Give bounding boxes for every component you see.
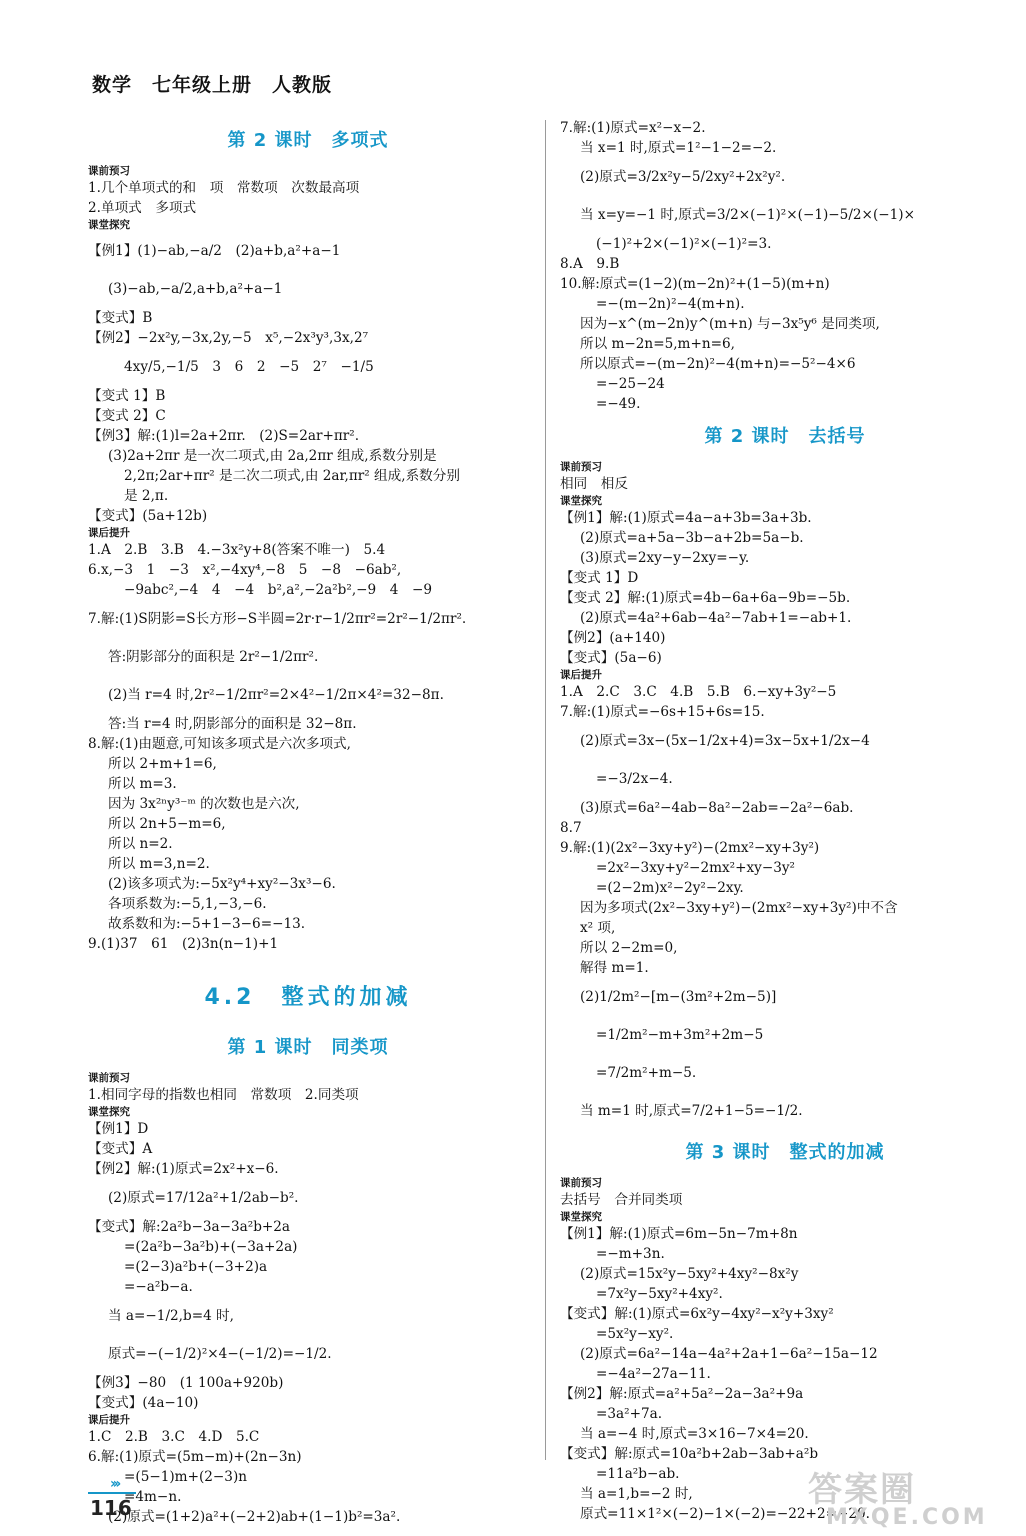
- subsection-label: 课后提升: [88, 1414, 130, 1426]
- subsection-label: 课堂探究: [560, 1211, 602, 1223]
- answer-line: 答:当 r=4 时,阴影部分的面积是 32−8π.: [108, 716, 357, 732]
- left-column: [88, 118, 528, 1527]
- answer-line: 6.解:(1)原式=(5m−m)+(2n−3n): [88, 1449, 302, 1465]
- answer-line: 所以 2n+5−m=6,: [108, 816, 226, 832]
- answer-line: 当 a=1,b=−2 时,: [580, 1486, 693, 1502]
- answer-line: (3)−ab,−a/2,a+b,a²+a−1: [108, 281, 283, 297]
- answer-line: (2)原式=4a²+6ab−4a²−7ab+1=−ab+1.: [580, 610, 852, 626]
- answer-line: 各项系数为:−5,1,−3,−6.: [108, 896, 267, 912]
- watermark: [808, 1462, 1018, 1528]
- answer-line: =3a²+7a.: [596, 1406, 663, 1422]
- answer-line: =(2−2m)x²−2y²−2xy.: [596, 880, 744, 896]
- answer-line: 【变式】解:原式=10a²b+2ab−3ab+a²b: [560, 1446, 819, 1462]
- answer-line: 原式=11×1²×(−2)−1×(−2)=−22+2=−20.: [580, 1506, 870, 1522]
- answer-line: 因为多项式(2x²−3xy+y²)−(2mx²−xy+3y²)中不含: [580, 900, 898, 916]
- answer-line: (3)原式=2xy−y−2xy=−y.: [580, 550, 750, 566]
- subsection-label: 课堂探究: [88, 1106, 130, 1118]
- answer-line: 原式=−(−1/2)²×4−(−1/2)=−1/2.: [108, 1346, 332, 1362]
- answer-line: 所以原式=−(m−2n)²−4(m+n)=−5²−4×6: [580, 356, 856, 372]
- answer-line: (2)原式=6a²−14a−4a²+2a+1−6a²−15a−12: [580, 1346, 878, 1362]
- answer-line: 9.(1)37 61 (2)3n(n−1)+1: [88, 936, 279, 952]
- answer-line: 【变式】解:(1)原式=6x²y−4xy²−x²y+3xy²: [560, 1306, 834, 1322]
- chapter-heading: 4.2 整式的加减: [204, 985, 412, 1010]
- answer-line: 解得 m=1.: [580, 960, 649, 976]
- watermark-logo-text: 答案圈: [808, 1470, 916, 1510]
- answer-line: 所以 m−2n=5,m+n=6,: [580, 336, 735, 352]
- column-divider: [545, 120, 546, 1460]
- answer-line: =−49.: [596, 396, 641, 412]
- answer-line: =−(m−2n)²−4(m+n).: [596, 296, 745, 312]
- answer-line: 【例1】解:(1)原式=4a−a+3b=3a+3b.: [560, 510, 812, 526]
- answer-line: =−a²b−a.: [124, 1279, 193, 1295]
- answer-line: 4xy/5,−1/5 3 6 2 −5 2⁷ −1/5: [124, 359, 374, 375]
- answer-line: 2,2π;2ar+πr² 是二次二项式,由 2ar,πr² 组成,系数分别: [124, 468, 460, 484]
- answer-line: 1.C 2.B 3.C 4.D 5.C: [88, 1429, 260, 1445]
- subsection-label: 课堂探究: [560, 495, 602, 507]
- answer-line: 当 a=−4 时,原式=3×16−7×4=20.: [580, 1426, 809, 1442]
- answer-line: 8.A 9.B: [560, 256, 620, 272]
- answer-line: 【变式】(4a−10): [88, 1395, 199, 1411]
- answer-line: 【例2】解:原式=a²+5a²−2a−3a²+9a: [560, 1386, 804, 1402]
- answer-line: 8.7: [560, 820, 582, 836]
- answer-line: 1.相同字母的指数也相同 常数项 2.同类项: [88, 1087, 359, 1103]
- answer-line: 【变式】A: [88, 1141, 153, 1157]
- page-header: 数学 七年级上册 人教版: [92, 74, 333, 96]
- subsection-label: 课后提升: [88, 527, 130, 539]
- answer-line: x² 项,: [580, 920, 616, 936]
- answer-line: (2)原式=15x²y−5xy²+4xy²−8x²y: [580, 1266, 799, 1282]
- answer-line: =−4a²−27a−11.: [596, 1366, 711, 1382]
- answer-line: =(2−3)a²b+(−3+2)a: [124, 1259, 268, 1275]
- answer-line: 所以 2−2m=0,: [580, 940, 678, 956]
- answer-line: 【变式】(5a−6): [560, 650, 662, 666]
- answer-line: (2)原式=a+5a−3b−a+2b=5a−b.: [580, 530, 804, 546]
- answer-line: 【变式】解:2a²b−3a−3a²b+2a: [88, 1219, 291, 1235]
- section-heading: 第 1 课时 同类项: [227, 1037, 389, 1058]
- answer-line: 所以 2+m+1=6,: [108, 756, 217, 772]
- answer-line: (2)原式=3/2x²y−5/2xy²+2x²y².: [580, 169, 786, 185]
- answer-line: −9abc²,−4 4 −4 b²,a²,−2a²b²,−9 4 −9: [124, 582, 433, 598]
- answer-line: =4m−n.: [124, 1489, 182, 1505]
- watermark-url: MXQE.COM: [826, 1505, 988, 1530]
- answer-line: 【变式 1】D: [560, 570, 639, 586]
- answer-line: 9.解:(1)(2x²−3xy+y²)−(2mx²−xy+3y²): [560, 840, 820, 856]
- answer-line: 因为 3x²ⁿy³⁻ᵐ 的次数也是六次,: [108, 796, 300, 812]
- answer-line: =−25−24: [596, 376, 665, 392]
- answer-line: 【变式】(5a+12b): [88, 508, 208, 524]
- answer-line: =7/2m²+m−5.: [596, 1065, 697, 1081]
- answer-line: 【例3】−80 (1 100a+920b): [88, 1375, 284, 1391]
- right-column: [560, 118, 1010, 1524]
- answer-line: =11a²b−ab.: [596, 1466, 680, 1482]
- answer-line: (3)2a+2πr 是一次二项式,由 2a,2πr 组成,系数分别是: [108, 448, 437, 464]
- answer-line: =(5−1)m+(2−3)n: [124, 1469, 248, 1485]
- answer-line: 【例2】解:(1)原式=2x²+x−6.: [88, 1161, 279, 1177]
- answer-line: 7.解:(1)原式=−6s+15+6s=15.: [560, 704, 765, 720]
- answer-line: 【例1】解:(1)原式=6m−5n−7m+8n: [560, 1226, 798, 1242]
- answer-line: 去括号 合并同类项: [560, 1192, 683, 1208]
- answer-line: 所以 n=2.: [108, 836, 173, 852]
- subsection-label: 课前预习: [560, 1177, 602, 1189]
- answer-line: 2.单项式 多项式: [88, 200, 197, 216]
- subsection-label: 课后提升: [560, 669, 602, 681]
- answer-line: 【例2】(a+140): [560, 630, 666, 646]
- answer-line: 当 x=1 时,原式=1²−1−2=−2.: [580, 140, 777, 156]
- answer-line: 所以 m=3.: [108, 776, 177, 792]
- answer-line: (3)原式=6a²−4ab−8a²−2ab=−2a²−6ab.: [580, 800, 854, 816]
- answer-line: 10.解:原式=(1−2)(m−2n)²+(1−5)(m+n): [560, 276, 830, 292]
- answer-line: 【变式 1】B: [88, 388, 166, 404]
- answer-line: =(2a²b−3a²b)+(−3a+2a): [124, 1239, 298, 1255]
- answer-line: 【变式 2】C: [88, 408, 166, 424]
- answer-line: (−1)²+2×(−1)²×(−1)²=3.: [596, 236, 772, 252]
- section-heading: 第 3 课时 整式的加减: [685, 1142, 885, 1163]
- answer-line: 1.A 2.C 3.C 4.B 5.B 6.−xy+3y²−5: [560, 684, 837, 700]
- page-number-arrows-icon: ›››: [110, 1476, 119, 1492]
- answer-line: (2)原式=3x−(5x−1/2x+4)=3x−5x+1/2x−4: [580, 733, 870, 749]
- answer-line: (2)该多项式为:−5x²y⁴+xy²−3x³−6.: [108, 876, 336, 892]
- subsection-label: 课前预习: [88, 1072, 130, 1084]
- answer-line: 当 a=−1/2,b=4 时,: [108, 1308, 234, 1324]
- answer-line: 所以 m=3,n=2.: [108, 856, 210, 872]
- answer-line: =7x²y−5xy²+4xy².: [596, 1286, 723, 1302]
- answer-line: (2)当 r=4 时,2r²−1/2πr²=2×4²−1/2π×4²=32−8π.: [108, 687, 444, 703]
- answer-line: =−3/2x−4.: [596, 771, 673, 787]
- answer-line: =2x²−3xy+y²−2mx²+xy−3y²: [596, 860, 796, 876]
- answer-line: 【变式】B: [88, 310, 153, 326]
- answer-line: 当 x=y=−1 时,原式=3/2×(−1)²×(−1)−5/2×(−1)×: [580, 207, 915, 223]
- section-heading: 第 2 课时 去括号: [704, 426, 866, 447]
- answer-line: (2)原式=(1+2)a²+(−2+2)ab+(1−1)b²=3a².: [108, 1509, 401, 1525]
- answer-line: 【例1】(1)−ab,−a/2 (2)a+b,a²+a−1: [88, 243, 341, 259]
- answer-line: 1.几个单项式的和 项 常数项 次数最高项: [88, 180, 360, 196]
- answer-line: (2)原式=17/12a²+1/2ab−b².: [108, 1190, 299, 1206]
- answer-line: (2)1/2m²−[m−(3m²+2m−5)]: [580, 989, 777, 1005]
- answer-line: =−m+3n.: [596, 1246, 665, 1262]
- answer-line: =1/2m²−m+3m²+2m−5: [596, 1027, 764, 1043]
- answer-line: 【例1】D: [88, 1121, 149, 1137]
- page-number: 116: [88, 1492, 136, 1520]
- answer-line: 答:阴影部分的面积是 2r²−1/2πr².: [108, 649, 319, 665]
- answer-line: 相同 相反: [560, 476, 628, 492]
- answer-line: 7.解:(1)S阴影=S长方形−S半圆=2r·r−1/2πr²=2r²−1/2πr².: [88, 611, 467, 627]
- answer-line: 是 2,π.: [124, 488, 169, 504]
- answer-line: 【变式 2】解:(1)原式=4b−6a+6a−9b=−5b.: [560, 590, 851, 606]
- answer-line: =5x²y−xy².: [596, 1326, 674, 1342]
- answer-line: 6.x,−3 1 −3 x²,−4xy⁴,−8 5 −8 −6ab²,: [88, 562, 402, 578]
- answer-line: 故系数和为:−5+1−3−6=−13.: [108, 916, 306, 932]
- subsection-label: 课前预习: [88, 165, 130, 177]
- subsection-label: 课前预习: [560, 461, 602, 473]
- answer-line: 【例3】解:(1)l=2a+2πr. (2)S=2ar+πr².: [88, 428, 360, 444]
- answer-line: 8.解:(1)由题意,可知该多项式是六次多项式,: [88, 736, 351, 752]
- answer-line: 因为−x^(m−2n)y^(m+n) 与−3x⁵y⁶ 是同类项,: [580, 316, 880, 332]
- subsection-label: 课堂探究: [88, 219, 130, 231]
- answer-line: 1.A 2.B 3.B 4.−3x²y+8(答案不唯一) 5.4: [88, 542, 386, 558]
- section-heading: 第 2 课时 多项式: [227, 130, 389, 151]
- answer-line: 当 m=1 时,原式=7/2+1−5=−1/2.: [580, 1103, 803, 1119]
- answer-line: 7.解:(1)原式=x²−x−2.: [560, 120, 706, 136]
- answer-line: 【例2】−2x²y,−3x,2y,−5 x⁵,−2x³y³,3x,2⁷: [88, 330, 369, 346]
